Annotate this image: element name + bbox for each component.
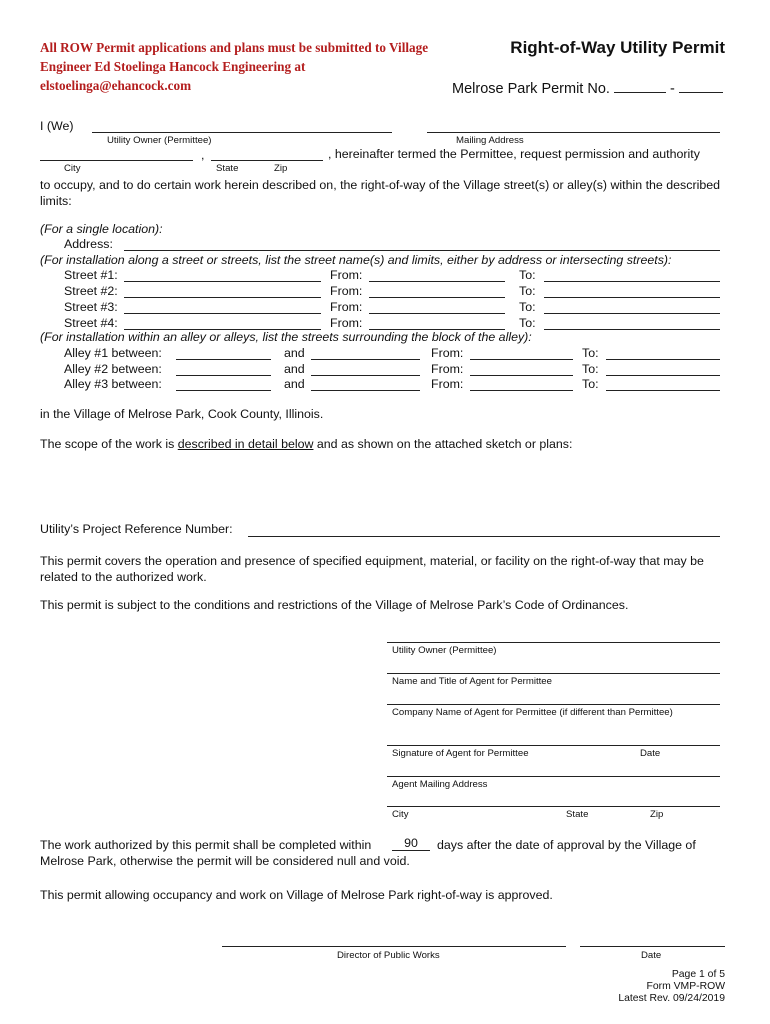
occupy-paragraph: to occupy, and to do certain work herein described on, the right-of-way of the Village street(s) or alley(s) within the described limits: [40, 178, 720, 208]
street-from-field[interactable] [369, 281, 505, 282]
project-reference-field[interactable] [248, 536, 720, 537]
agent-signature-field[interactable] [387, 745, 720, 746]
alley-street2-field[interactable] [311, 390, 420, 391]
completion-text: The work authorized by this permit shall be completed within [40, 838, 372, 852]
street-to-field[interactable] [544, 281, 720, 282]
street-from-label: From: [330, 300, 363, 314]
zip-caption: Zip [274, 163, 288, 174]
street-from-field[interactable] [369, 297, 505, 298]
village-text: in the Village of Melrose Park, Cook County, Illinois. [40, 407, 324, 421]
street-label: Street #4: [64, 316, 118, 330]
street-name-field[interactable] [124, 297, 321, 298]
alley-and-label: and [284, 377, 305, 391]
alley-to-label: To: [582, 362, 599, 376]
agent-mailing-caption: Agent Mailing Address [392, 779, 488, 790]
alley-to-field[interactable] [606, 359, 720, 360]
agent-state-caption: State [566, 809, 589, 820]
alley-from-label: From: [431, 362, 464, 376]
alley-street1-field[interactable] [176, 359, 271, 360]
permit-number-field[interactable] [614, 80, 666, 93]
alley-street1-field[interactable] [176, 375, 271, 376]
street-to-label: To: [519, 300, 536, 314]
alley-street2-field[interactable] [311, 375, 420, 376]
covers-paragraph: This permit covers the operation and presence of specified equipment, material, or facility on the right-of-way that may be related to the authorized work. [40, 554, 704, 584]
i-we-label: I (We) [40, 119, 74, 133]
street-from-label: From: [330, 316, 363, 330]
address-label: Address: [64, 237, 113, 251]
director-signature-field[interactable] [222, 946, 566, 947]
street-label: Street #1: [64, 268, 118, 282]
utility-owner-field[interactable] [92, 132, 392, 133]
alley-label: Alley #2 between: [64, 362, 162, 376]
alley-label: Alley #1 between: [64, 346, 162, 360]
street-to-label: To: [519, 316, 536, 330]
alley-to-label: To: [582, 346, 599, 360]
street-name-field[interactable] [124, 313, 321, 314]
agent-date-caption: Date [640, 748, 661, 759]
agent-name-caption: Name and Title of Agent for Permittee [392, 676, 552, 687]
sig-utility-owner-caption: Utility Owner (Permittee) [392, 645, 497, 656]
project-reference-label: Utility’s Project Reference Number: [40, 522, 233, 536]
state-caption: State [216, 163, 239, 174]
scope-text: The scope of the work is described in detail below and as shown on the attached sketch or plans: [40, 437, 573, 451]
alley-to-label: To: [582, 377, 599, 391]
agent-mailing-field[interactable] [387, 776, 720, 777]
permit-number-label: Melrose Park Permit No. - [452, 80, 723, 97]
alley-from-label: From: [431, 346, 464, 360]
permit-number-suffix-field[interactable] [679, 80, 723, 93]
director-date-caption: Date [641, 950, 662, 961]
alley-street1-field[interactable] [176, 390, 271, 391]
alley-to-field[interactable] [606, 375, 720, 376]
page-number: Page 1 of 5 [671, 969, 725, 980]
agent-zip-caption: Zip [650, 809, 664, 820]
director-date-field[interactable] [580, 946, 725, 947]
street-to-field[interactable] [544, 313, 720, 314]
street-label: Street #3: [64, 300, 118, 314]
street-to-label: To: [519, 284, 536, 298]
city-caption: City [64, 163, 81, 174]
street-from-field[interactable] [369, 313, 505, 314]
page-footer [618, 969, 725, 1005]
single-location-heading: (For a single location): [40, 222, 163, 236]
mailing-address-field[interactable] [427, 132, 720, 133]
alley-and-label: and [284, 362, 305, 376]
agent-signature-caption: Signature of Agent for Permittee [392, 748, 529, 759]
alley-to-field[interactable] [606, 390, 720, 391]
street-to-field[interactable] [544, 297, 720, 298]
street-from-label: From: [330, 284, 363, 298]
street-label: Street #2: [64, 284, 118, 298]
utility-owner-caption: Utility Owner (Permittee) [107, 135, 212, 146]
alley-from-field[interactable] [470, 375, 573, 376]
address-field[interactable] [124, 250, 720, 251]
director-caption: Director of Public Works [337, 950, 440, 961]
street-to-label: To: [519, 268, 536, 282]
form-id: Form VMP-ROW [646, 981, 725, 992]
completion-days-field[interactable]: 90 [392, 836, 430, 851]
company-name-field[interactable] [387, 704, 720, 705]
approved-text: This permit allowing occupancy and work on Village of Melrose Park right-of-way is approved. [40, 888, 553, 902]
agent-city-field[interactable] [387, 806, 720, 807]
submission-notice: All ROW Permit applications and plans must be submitted to Village Engineer Ed Stoelinga Hancock Engineering at elstoelinga@ehancock.com [40, 40, 429, 93]
completion-text-tail: days after the date of approval by the Village of [437, 838, 696, 852]
agent-name-field[interactable] [387, 673, 720, 674]
state-zip-field[interactable] [211, 160, 323, 161]
alley-from-field[interactable] [470, 390, 573, 391]
alleys-instruction: (For installation within an alley or alleys, list the streets surrounding the block of the alley): [40, 330, 532, 344]
alley-from-label: From: [431, 377, 464, 391]
agent-city-caption: City [392, 809, 409, 820]
alley-street2-field[interactable] [311, 359, 420, 360]
alley-label: Alley #3 between: [64, 377, 162, 391]
revision-date: Latest Rev. 09/24/2019 [618, 993, 725, 1004]
streets-instruction: (For installation along a street or streets, list the street name(s) and limits, either by address or intersecting streets): [40, 253, 672, 267]
alley-and-label: and [284, 346, 305, 360]
street-to-field[interactable] [544, 329, 720, 330]
city-field[interactable] [40, 160, 193, 161]
alley-from-field[interactable] [470, 359, 573, 360]
utility-owner-sig-field[interactable] [387, 642, 720, 643]
form-title: Right-of-Way Utility Permit [510, 38, 725, 57]
completion-text-line2: Melrose Park, otherwise the permit will be considered null and void. [40, 854, 410, 868]
company-name-caption: Company Name of Agent for Permittee (if different than Permittee) [392, 707, 673, 718]
street-name-field[interactable] [124, 281, 321, 282]
street-from-label: From: [330, 268, 363, 282]
subject-paragraph: This permit is subject to the conditions and restrictions of the Village of Melrose Park’s Code of Ordinances. [40, 598, 629, 612]
mailing-address-caption: Mailing Address [456, 135, 524, 146]
hereinafter-text: , hereinafter termed the Permittee, request permission and authority [328, 147, 700, 161]
